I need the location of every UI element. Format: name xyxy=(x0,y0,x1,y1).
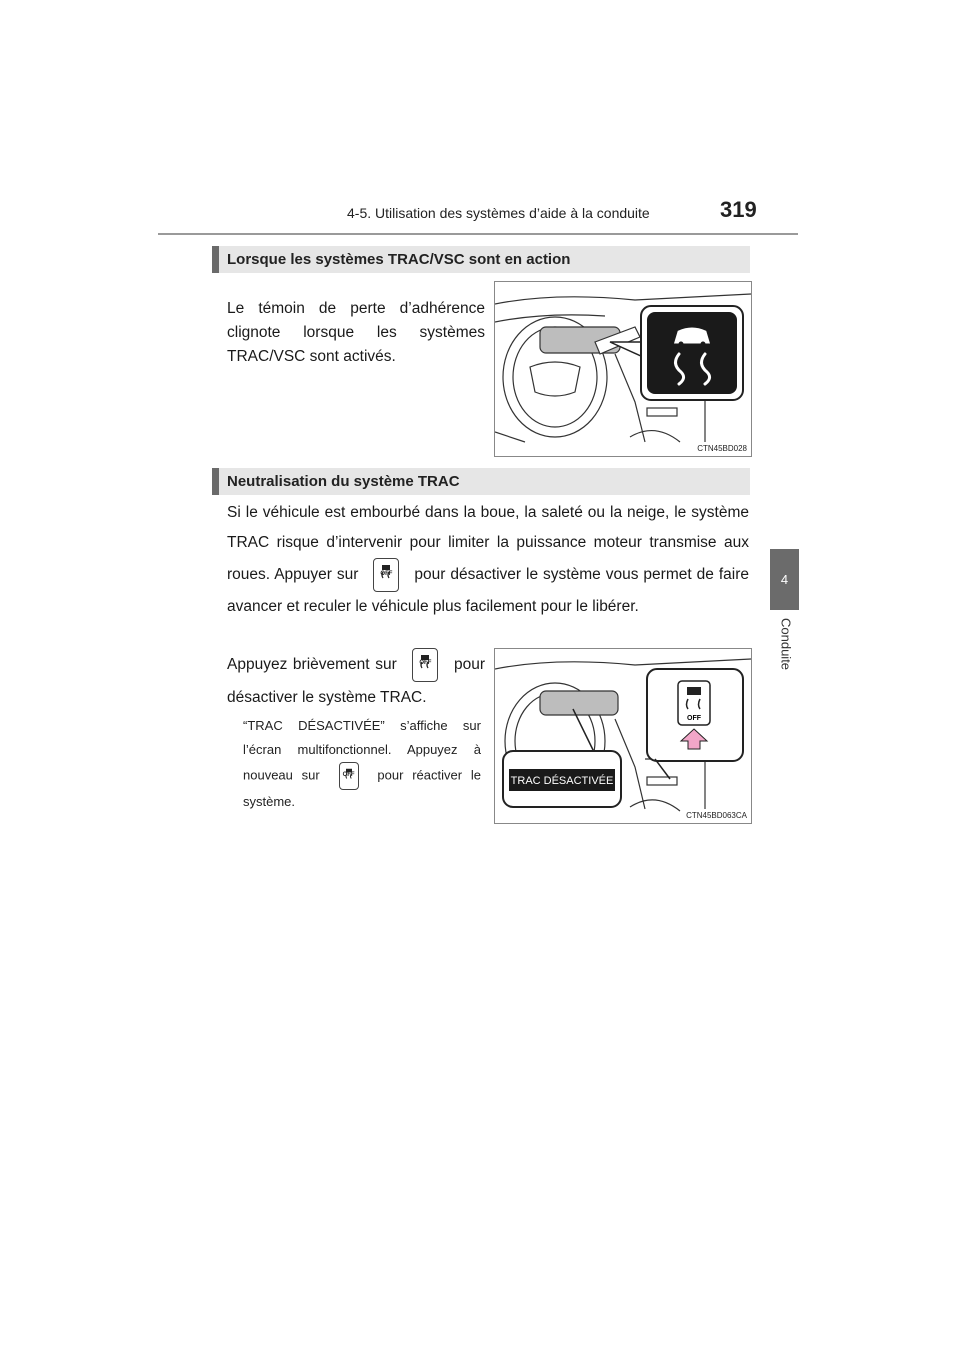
section2-text-after: pour désactiver le système vous permet de faire avancer et reculer le véhicule plus facilement pour le libérer. xyxy=(227,566,750,615)
chapter-tab: 4 xyxy=(770,549,799,610)
dashboard-illustration xyxy=(495,649,751,823)
section2-text-before: Si le véhicule est embourbé dans la boue, la saleté ou la neige, le système TRAC risque d’intervenir pour limiter la puissance moteur transmise aux roues. Appuyer sur xyxy=(227,504,749,584)
header-rule xyxy=(158,233,798,235)
trac-off-button-icon xyxy=(373,558,399,592)
dashboard-illustration xyxy=(495,282,751,456)
trac-off-button-icon xyxy=(339,762,359,790)
note-text-before: “TRAC DÉSACTIVÉE” s’affiche sur l’écran multifonctionnel. Appuyez à nouveau sur xyxy=(243,718,481,783)
note-text-after: pour réactiver le système. xyxy=(243,767,481,809)
display-message: TRAC DÉSACTIVÉE xyxy=(510,775,614,787)
step-text-after: pour désactiver le système TRAC. xyxy=(227,656,485,706)
section1-paragraph: Le témoin de perte d’adhérence clignote lorsque les systèmes TRAC/VSC sont activés. xyxy=(227,300,485,365)
dashboard-figure-slip-indicator xyxy=(494,281,752,457)
note-text xyxy=(243,714,481,814)
dashboard-figure-trac-off xyxy=(494,648,752,824)
button-off-label: OFF xyxy=(342,772,355,778)
button-off-label: OFF xyxy=(380,571,393,577)
button-off-label: OFF xyxy=(687,715,701,722)
trac-off-button-icon xyxy=(412,648,438,682)
button-off-label: OFF xyxy=(419,660,432,666)
figure-code: CTN45BD063CA xyxy=(686,811,747,820)
chapter-tab-label: Conduite xyxy=(778,618,794,671)
page-number: 319 xyxy=(720,197,757,222)
section2-paragraph xyxy=(227,498,749,622)
step-text-before: Appuyez brièvement sur xyxy=(227,656,397,674)
chapter-title: 4-5. Utilisation des systèmes d’aide à la conduite xyxy=(347,205,650,221)
section-heading-trac-off: Neutralisation du système TRAC xyxy=(212,468,750,495)
figure-code: CTN45BD028 xyxy=(697,444,747,453)
section-heading-trac-vsc: Lorsque les systèmes TRAC/VSC sont en action xyxy=(212,246,750,273)
step-instruction xyxy=(227,648,485,714)
